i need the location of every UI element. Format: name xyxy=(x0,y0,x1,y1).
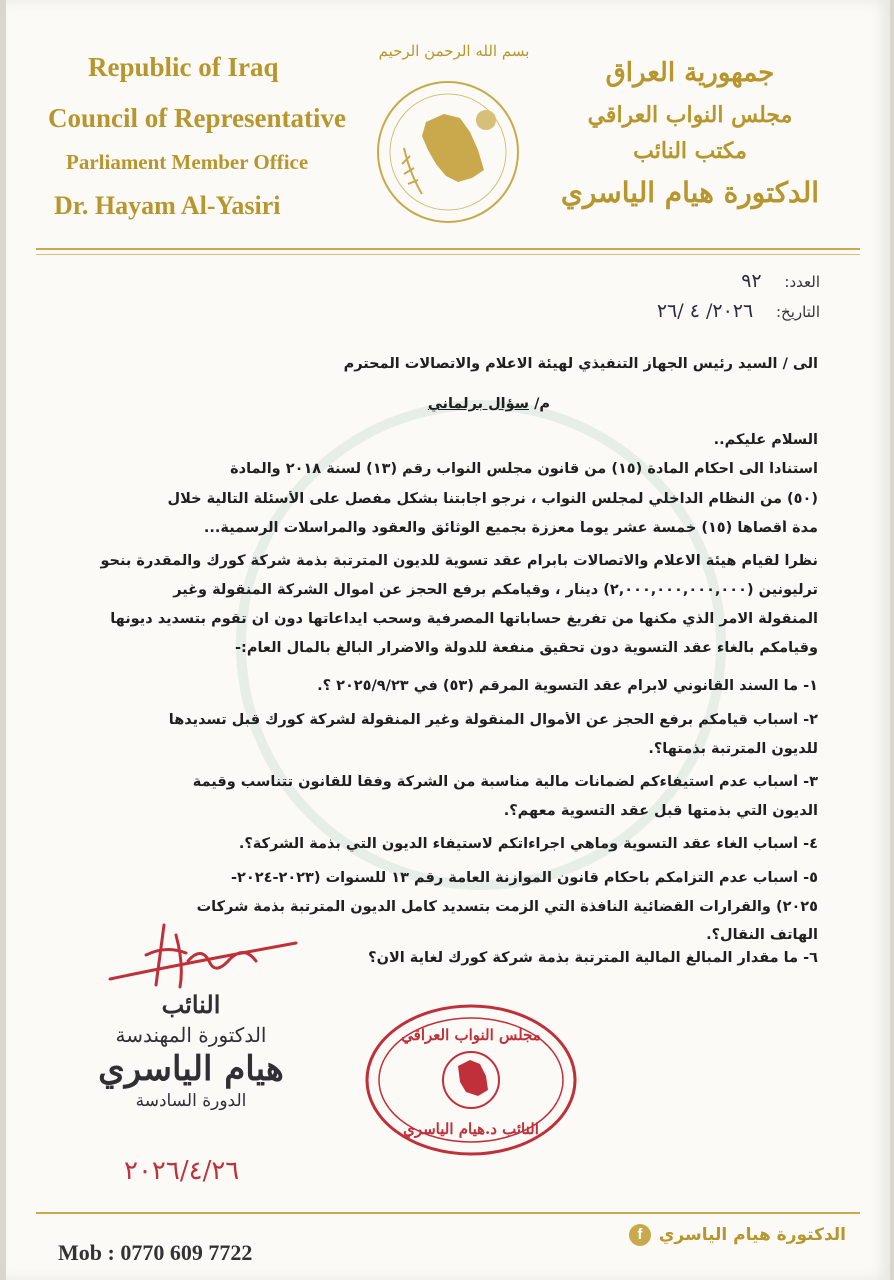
signature-degree: الدكتورة المهندسة xyxy=(115,1023,267,1047)
parliament-emblem-icon xyxy=(374,78,522,226)
basmala: بسم الله الرحمن الرحيم xyxy=(378,42,530,60)
header-member-name-ar: الدكتورة هيام الياسري xyxy=(560,176,820,209)
arabic-header xyxy=(560,58,820,209)
header-office-ar: مكتب النائب xyxy=(633,138,747,164)
stamp-bottom-text: النائب د.هيام الياسري xyxy=(403,1120,539,1138)
signature-name: هيام الياسري xyxy=(98,1049,284,1089)
question-5-line: ٥- أسباب عدم التزامكم باحكام قانون الموازنة العامة رقم ١٣ للسنوات (٢٠٢٣-٢٠٢٤- xyxy=(231,870,818,886)
question-5-line: الهاتف النقال؟. xyxy=(706,927,818,943)
subject-prefix: م/ xyxy=(534,396,550,412)
para1-line: (٥٠) من النظام الداخلي لمجلس النواب ، نرجو اجابتنا بشكل مفصل على الأسئلة التالية خلال xyxy=(167,491,818,507)
question-3-line: الديون التي بذمتها قبل عقد التسوية معهم؟. xyxy=(503,803,818,819)
question-2-line: للديون المترتبة بذمتها؟. xyxy=(648,741,818,757)
question-2-line: ٢- أسباب قيامكم برفع الحجز عن الأموال المنقولة وغير المنقولة لشركة كورك قبل تسديدها xyxy=(168,712,818,728)
question-4: ٤- أسباب الغاء عقد التسوية وماهي اجراءاتكم لاستيفاء الديون التي بذمة الشركة؟. xyxy=(238,836,818,852)
number-label: العدد: xyxy=(784,273,820,291)
para2-line: نظراً لقيام هيئة الاعلام والاتصالات بابرام عقد تسوية للديون المترتبة بذمة شركة كورك والمقدرة بنحو xyxy=(100,553,818,569)
signature-title: النائب xyxy=(161,990,221,1019)
footer-facebook[interactable] xyxy=(629,1224,846,1246)
header-council: Council of Representative xyxy=(48,103,346,133)
stamp-top-text: مجلس النواب العراقي xyxy=(401,1026,541,1044)
handwritten-date: ٢٠٢٦/٤/٢٦ xyxy=(124,1156,240,1186)
signature-block xyxy=(61,990,321,1111)
header-country: Republic of Iraq xyxy=(88,52,279,82)
letter-date xyxy=(657,300,820,322)
greeting: السلام عليكم.. xyxy=(713,432,818,448)
question-3-line: ٣- أسباب عدم استيفاءكم لضمانات مالية مناسبة من الشركة وفقاً للقانون تتناسب وقيمة xyxy=(192,774,818,790)
header-member-name: Dr. Hayam Al-Yasiri xyxy=(54,191,281,220)
para1-line: استناداً الى احكام المادة (١٥) من قانون مجلس النواب رقم (١٣) لسنة ٢٠١٨ والمادة xyxy=(230,461,818,477)
facebook-icon: f xyxy=(629,1224,651,1246)
para2-line: ترليونين (٢,٠٠٠,٠٠٠,٠٠٠,٠٠٠) دينار ، وقيامكم برفع الحجز عن أموال الشركة المنقولة وغير xyxy=(173,582,818,598)
english-header xyxy=(48,52,348,221)
date-label: التاريخ: xyxy=(776,303,820,321)
header-country-ar: جمهورية العراق xyxy=(605,58,775,88)
question-5-line: ٢٠٢٥) والقرارات القضائية النافذة التي الزمت بتسديد كامل الديون المترتبة بذمة شركات xyxy=(196,899,818,915)
subject-text: سؤال برلماني xyxy=(427,396,529,412)
header-council-ar: مجلس النواب العراقي xyxy=(587,102,793,128)
question-6: ٦- ما مقدار المبالغ المالية المترتبة بذمة شركة كورك لغاية الان؟ xyxy=(368,950,818,966)
header-divider-thin xyxy=(36,254,860,255)
footer-divider xyxy=(36,1212,860,1214)
letter-page xyxy=(6,0,890,1280)
letter-number xyxy=(741,270,820,292)
header-divider xyxy=(36,248,860,250)
para2-line: وقيامكم بالغاء عقد التسوية دون تحقيق منفعة للدولة والاضرار البالغ بالمال العام:- xyxy=(235,640,818,656)
number-value: ٩٢ xyxy=(741,270,762,292)
footer-mobile: Mob : 0770 609 7722 xyxy=(58,1240,253,1265)
subject-line xyxy=(428,396,550,412)
para2-line: المنقولة الامر الذي مكنها من تفريغ حساباتها المصرفية وسحب ايداعاتها دون ان تقوم بتسديد ديونها xyxy=(110,611,818,627)
date-value: ٢٠٢٦/ ٤ /٢٦ xyxy=(656,300,754,322)
question-1: ١- ما السند القانوني لابرام عقد التسوية المرقم (٥٣) في ٢٠٢٥/٩/٢٣ ؟. xyxy=(317,678,818,694)
header-office: Parliament Member Office xyxy=(66,150,309,174)
recipient-line: الى / السيد رئيس الجهاز التنفيذي لهيئة الاعلام والاتصالات المحترم xyxy=(343,356,818,372)
signature-session: الدورة السادسة xyxy=(135,1091,247,1111)
facebook-name: الدكتورة هيام الياسري xyxy=(658,1225,846,1245)
para1-line: مدة أقصاها (١٥) خمسة عشر يوماً معززة بجميع الوثائق والعقود والمراسلات الرسمية... xyxy=(203,520,818,536)
official-stamp xyxy=(362,1000,580,1160)
